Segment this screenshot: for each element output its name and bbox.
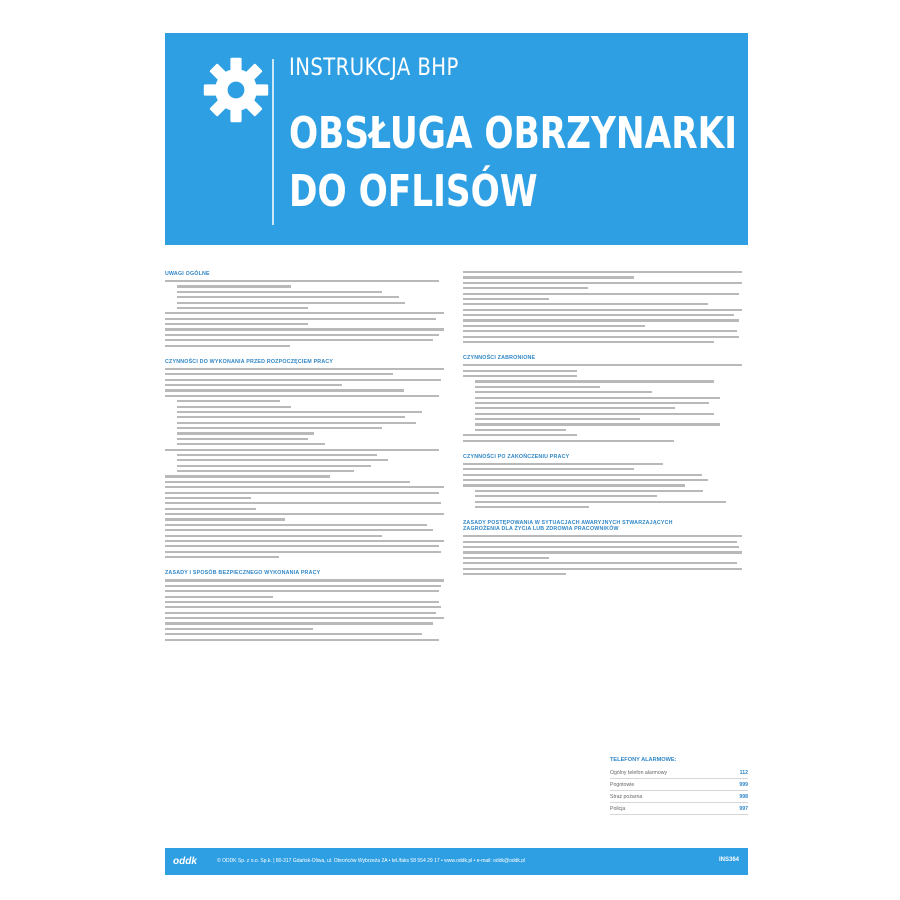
section-body-forbidden bbox=[463, 364, 748, 441]
phone-row: Pogotowie 999 bbox=[610, 779, 748, 791]
footer-bar bbox=[165, 848, 748, 875]
page-title bbox=[289, 105, 737, 221]
section-heading-general: UWAGI OGÓLNE bbox=[165, 271, 210, 277]
document-code: INS364 bbox=[718, 857, 739, 863]
section-heading-forbidden: CZYNNOŚCI ZABRONIONE bbox=[463, 355, 536, 362]
right-column bbox=[463, 271, 748, 578]
title-line-1: OBSŁUGA OBRZYNARKI bbox=[289, 108, 737, 159]
section-heading-after-work: CZYNNOŚCI PO ZAKOŃCZENIU PRACY bbox=[463, 453, 570, 460]
header-banner bbox=[165, 33, 748, 245]
gear-icon bbox=[201, 55, 271, 125]
emergency-phones bbox=[610, 757, 748, 815]
section-heading-emergency: ZASADY POSTĘPOWANIA W SYTUACJACH AWARYJNYCH STWARZAJĄCYCH ZAGROŻENIA DLA ŻYCIA LUB ZDROWIA PRACOWNIKÓW bbox=[463, 520, 673, 533]
section-heading-safe-work: ZASADY I SPOSÓB BEZPIECZNEGO WYKONANIA PRACY bbox=[165, 570, 321, 577]
left-column bbox=[165, 271, 450, 644]
section-body-before-work bbox=[165, 368, 450, 558]
footer-address: © ODDK Sp. z o.o. Sp.k. | 80-317 Gdańsk-Oliwa, ul. Obrońców Wybrzeża 2A • tel./faks 58 554 29 17 • www.oddk.pl • e-mail: oddk@oddk.pl bbox=[217, 858, 526, 864]
section-heading-before-work: CZYNNOŚCI DO WYKONANIA PRZED ROZPOCZĘCIEM PRACY bbox=[165, 358, 334, 365]
instruction-sheet bbox=[165, 33, 748, 875]
section-body-safe-work bbox=[165, 579, 450, 640]
section-body-safe-work-continued bbox=[463, 271, 748, 343]
header-divider bbox=[272, 59, 274, 225]
phones-title: TELEFONY ALARMOWE: bbox=[610, 757, 677, 763]
section-body-general bbox=[165, 280, 450, 347]
phone-row: Policja 997 bbox=[610, 803, 748, 815]
phone-row: Ogólny telefon alarmowy 112 bbox=[610, 767, 748, 779]
header-kicker: INSTRUKCJA BHP bbox=[289, 53, 459, 81]
title-line-2: DO OFLISÓW bbox=[289, 166, 538, 217]
section-body-after-work bbox=[463, 463, 748, 508]
section-body-emergency bbox=[463, 535, 748, 575]
phone-row: Straż pożarna 998 bbox=[610, 791, 748, 803]
oddk-logo: oddk bbox=[173, 856, 197, 867]
